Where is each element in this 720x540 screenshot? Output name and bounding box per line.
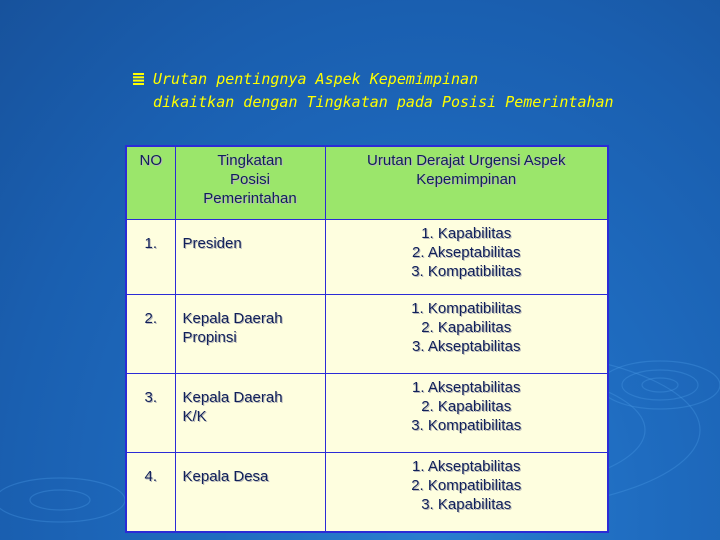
- row-aspects: 1. Akseptabilitas 2. Kompatibilitas 3. Kapabilitas: [325, 453, 608, 533]
- row-position: Kepala Daerah K/K: [175, 374, 325, 453]
- row-number: 2.: [126, 295, 175, 374]
- row-position: Kepala Desa: [175, 453, 325, 533]
- table-row: [126, 220, 608, 295]
- heading-line-2: dikaitkan dengan Tingkatan pada Posisi Pemerintahan: [153, 93, 614, 111]
- heading-line-1: Urutan pentingnya Aspek Kepemimpinan: [153, 70, 479, 88]
- row-position: Presiden: [175, 220, 325, 295]
- table-row: [126, 453, 608, 533]
- leadership-aspects-table: [125, 145, 609, 533]
- header-level: Tingkatan Posisi Pemerintahan: [175, 146, 325, 220]
- table-row: [126, 295, 608, 374]
- header-no: NO: [126, 146, 175, 220]
- row-number: 1.: [126, 220, 175, 295]
- row-aspects: 1. Kapabilitas 2. Akseptabilitas 3. Kompatibilitas: [325, 220, 608, 295]
- slide-heading: [133, 68, 614, 114]
- row-position: Kepala Daerah Propinsi: [175, 295, 325, 374]
- row-number: 4.: [126, 453, 175, 533]
- table-header-row: [126, 146, 608, 220]
- row-aspects: 1. Akseptabilitas 2. Kapabilitas 3. Kompatibilitas: [325, 374, 608, 453]
- bullet-icon: [133, 69, 144, 81]
- header-urgency: Urutan Derajat Urgensi Aspek Kepemimpinan: [325, 146, 608, 220]
- row-number: 3.: [126, 374, 175, 453]
- table-row: [126, 374, 608, 453]
- row-aspects: 1. Kompatibilitas 2. Kapabilitas 3. Akseptabilitas: [325, 295, 608, 374]
